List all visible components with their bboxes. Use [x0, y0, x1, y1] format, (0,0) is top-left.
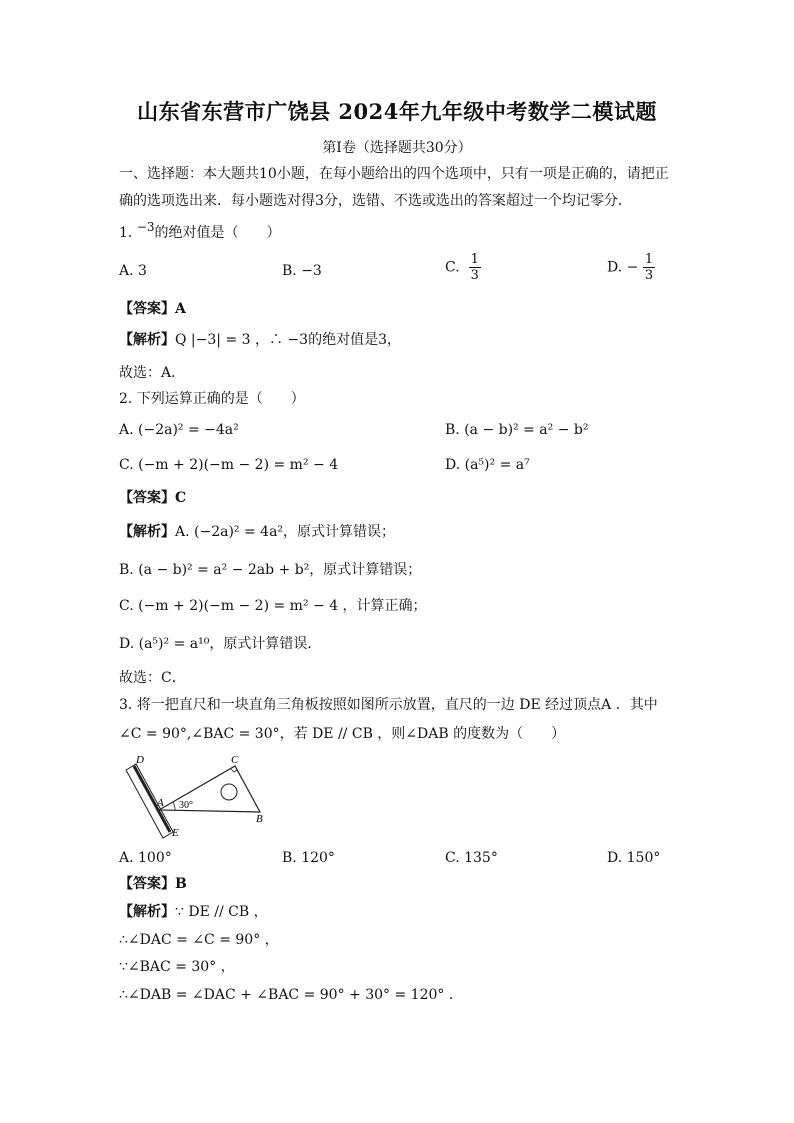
q3-analysis-2: ∴∠DAC = ∠C = 90° ， — [119, 932, 279, 948]
q3-option-c: C. 135° — [445, 850, 498, 866]
q1-final: 故选：A． — [119, 365, 186, 381]
label-d: D — [136, 754, 144, 766]
q3-option-b: B. 120° — [282, 850, 335, 866]
q2-stem: 2. 下列运算正确的是（ ） — [119, 391, 305, 407]
q2-analysis-b: B. (a − b)² = a² − 2ab + b²，原式计算错误； — [119, 562, 422, 578]
q2-option-a: A. (−2a)² = −4a² — [119, 422, 239, 438]
ruler-triangle-figure — [117, 752, 277, 842]
q1-number: 1. — [119, 225, 133, 241]
q3-analysis-3: ∵∠BAC = 30° ， — [119, 959, 235, 975]
q3-option-d: D. 150° — [607, 850, 661, 866]
angle-label: 30° — [179, 800, 193, 811]
q2-option-d: D. (a⁵)² = a⁷ — [445, 457, 530, 473]
page-title: 山东省东营市广饶县 2024年九年级中考数学二模试题 — [137, 99, 657, 124]
q2-option-b: B. (a − b)² = a² − b² — [445, 422, 589, 438]
instructions-line-1: 一、选择题：本大题共10小题，在每小题给出的四个选项中，只有一项是正确的，请把正 — [119, 166, 669, 182]
label-a: A — [157, 797, 164, 809]
q1-option-d-fraction: $\frac{1}{3}$ — [644, 252, 654, 283]
set-square-triangle — [159, 766, 260, 812]
instructions-line-2: 确的选项选出来．每小题选对得3分，选错、不选或选出的答案超过一个均记零分． — [119, 193, 632, 209]
q3-stem-line-2: ∠C = 90°,∠BAC = 30°，若 DE // CB ，则∠DAB 的度数为（ ） — [119, 726, 566, 742]
q1-option-a: A. 3 — [119, 263, 147, 279]
q2-option-c: C. (−m + 2)(−m − 2) = m² − 4 — [119, 457, 339, 473]
q1-expression: −3 — [136, 220, 155, 234]
q3-analysis-4: ∴∠DAB = ∠DAC + ∠BAC = 90° + 30° = 120° ． — [119, 987, 463, 1003]
q1-analysis: 【解析】Q |−3| = 3 ，∴ −3的绝对值是3， — [119, 332, 401, 348]
q2-analysis-c: C. (−m + 2)(−m − 2) = m² − 4 ，计算正确； — [119, 598, 427, 614]
q1-option-b: B. −3 — [282, 263, 322, 279]
q2-answer: 【答案】C — [119, 490, 187, 506]
section-subtitle: 第I卷（选择题共30分） — [322, 140, 472, 156]
q1-stem — [119, 220, 281, 243]
q3-analysis-1: 【解析】∵ DE // CB ， — [119, 904, 268, 920]
label-c: C — [231, 754, 239, 766]
q3-stem-line-1: 3. 将一把直尺和一块直角三角板按照如图所示放置，直尺的一边 DE 经过顶点A ．其中 — [119, 697, 658, 713]
label-b: B — [256, 813, 263, 825]
q1-answer: 【答案】A — [119, 301, 186, 317]
ruler — [126, 764, 173, 838]
q2-final: 故选：C． — [119, 670, 186, 686]
label-e: E — [172, 827, 179, 839]
q2-analysis-a: 【解析】A. (−2a)² = 4a²，原式计算错误； — [119, 524, 396, 540]
q2-analysis-d: D. (a⁵)² = a¹⁰，原式计算错误． — [119, 636, 322, 652]
q1-stem-text: 的绝对值是（ ） — [154, 225, 281, 241]
q3-answer: 【答案】B — [119, 876, 187, 892]
q1-option-d: D. − $\frac{1}{3}$ — [607, 252, 654, 283]
q3-option-a: A. 100° — [119, 850, 172, 866]
q1-option-c-fraction: $\frac{1}{3}$ — [470, 252, 479, 283]
q1-option-c: C. $\frac{1}{3}$ — [445, 252, 479, 283]
